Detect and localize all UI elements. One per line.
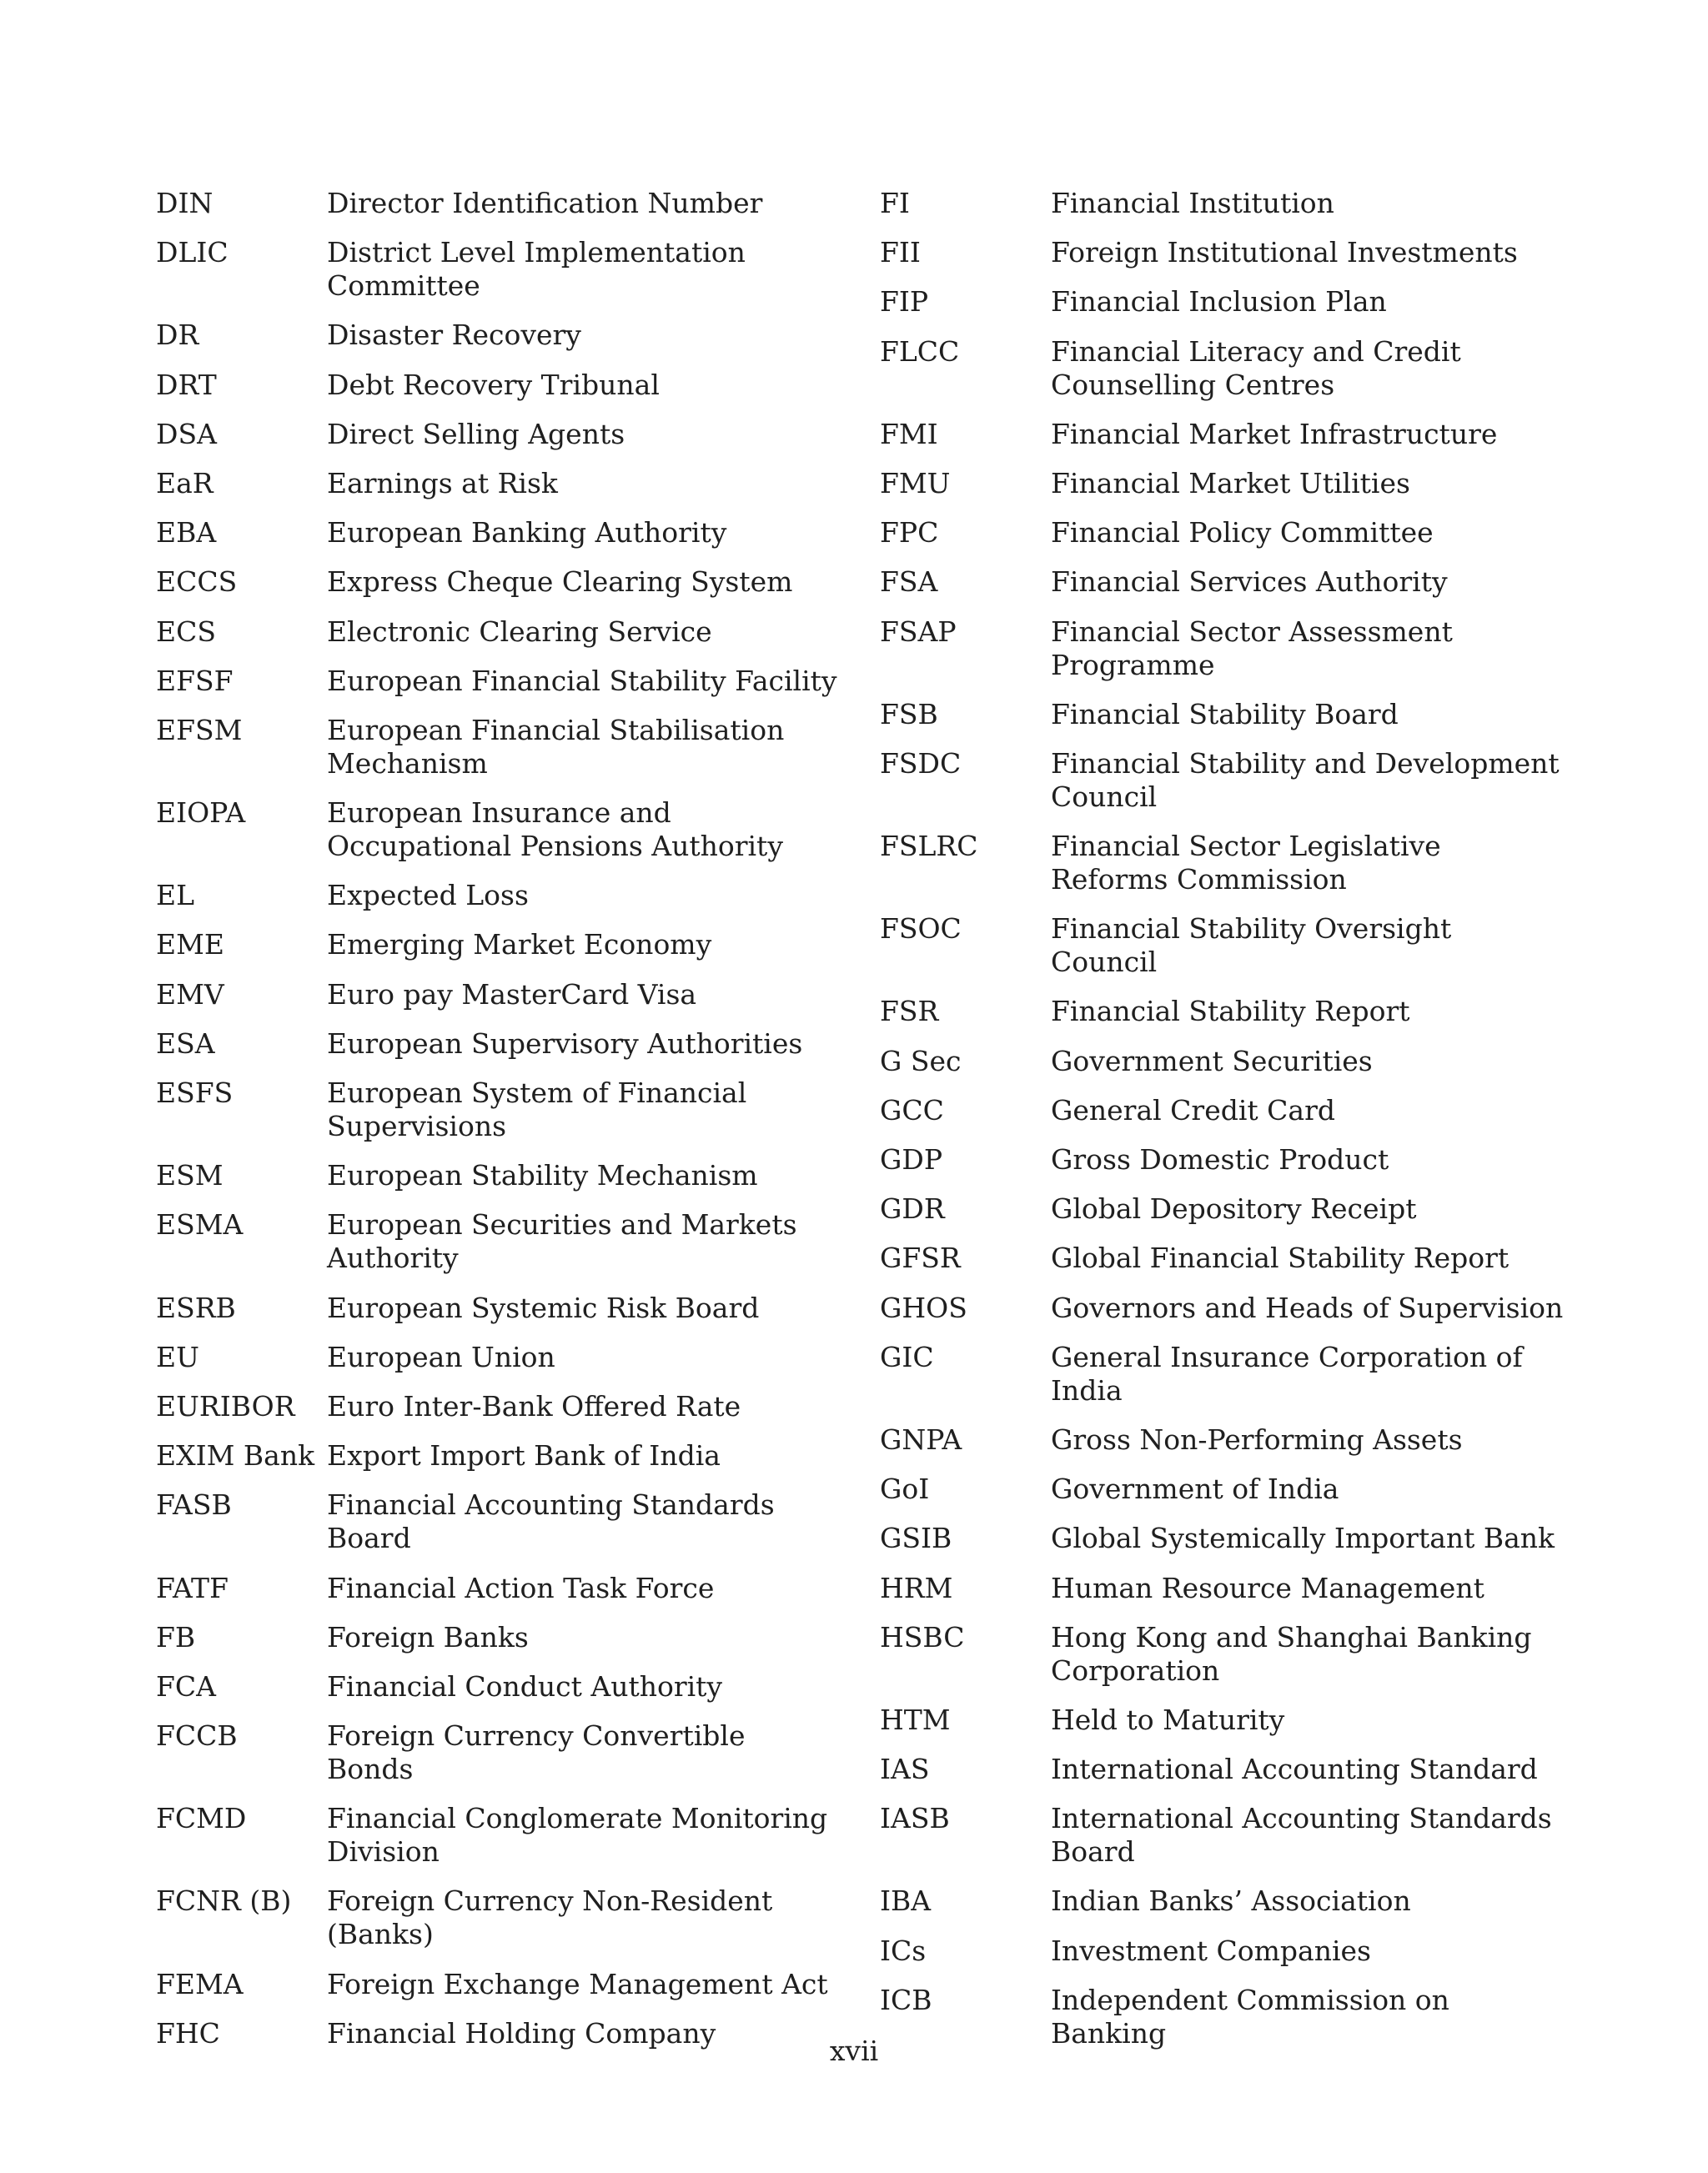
abbreviation-entry <box>156 615 840 649</box>
abbreviation-entry <box>880 335 1564 402</box>
abbreviation-entry <box>880 1704 1564 1737</box>
abbreviation-definition: Earnings at Risk <box>327 466 558 499</box>
abbreviation-definition: Government Securities <box>1051 1044 1373 1077</box>
abbreviation-term: EBA <box>156 516 217 550</box>
abbreviation-term: ICB <box>880 1983 932 2016</box>
abbreviation-term: FB <box>156 1620 196 1654</box>
abbreviation-term: ESA <box>156 1026 215 1060</box>
abbreviation-term: GNPA <box>880 1423 962 1456</box>
abbreviation-definition: Financial Institution <box>1051 187 1334 219</box>
abbreviation-term: FII <box>880 236 921 269</box>
abbreviation-entry <box>156 796 840 863</box>
abbreviation-definition: Financial Stability and Development Council <box>1051 746 1560 813</box>
abbreviation-term: GCC <box>880 1093 944 1127</box>
abbreviation-term: FIP <box>880 285 929 319</box>
abbreviation-term: EU <box>156 1340 199 1373</box>
abbreviation-definition: General Insurance Corporation of India <box>1051 1340 1523 1407</box>
abbreviation-entry <box>880 285 1564 319</box>
abbreviation-entry <box>880 1802 1564 1869</box>
page-number: xvii <box>829 2035 879 2067</box>
abbreviation-entry <box>156 1027 840 1061</box>
abbreviation-definition: Financial Services Authority <box>1051 565 1448 599</box>
abbreviation-term: HSBC <box>880 1620 965 1654</box>
abbreviation-definition: Investment Companies <box>1051 1934 1371 1967</box>
abbreviation-definition: Euro Inter-Bank Offered Rate <box>327 1389 741 1423</box>
abbreviation-definition: Financial Stability Report <box>1051 995 1410 1028</box>
abbreviation-entry <box>156 418 840 451</box>
abbreviation-term: GDP <box>880 1143 943 1176</box>
abbreviation-entry <box>156 1341 840 1374</box>
abbreviation-term: GoI <box>880 1473 930 1506</box>
abbreviation-entry <box>156 1670 840 1704</box>
abbreviation-term: GDR <box>880 1192 945 1226</box>
abbreviation-term: G Sec <box>880 1044 962 1077</box>
abbreviation-definition: Financial Action Task Force <box>327 1571 715 1604</box>
abbreviation-definition: Financial Market Infrastructure <box>1051 417 1498 450</box>
abbreviation-entry <box>880 516 1564 550</box>
abbreviation-entry <box>156 1208 840 1275</box>
abbreviation-entry <box>880 1884 1564 1918</box>
abbreviation-definition: Governors and Heads of Supervision <box>1051 1291 1564 1324</box>
abbreviation-term: EFSM <box>156 713 243 746</box>
abbreviation-definition: Financial Accounting Standards Board <box>327 1488 775 1555</box>
abbreviation-definition: Financial Stability Board <box>1051 697 1399 730</box>
abbreviation-entry <box>156 1439 840 1473</box>
abbreviation-entry <box>156 978 840 1011</box>
abbreviation-entry <box>156 879 840 912</box>
abbreviation-term: DRT <box>156 368 217 401</box>
abbreviation-entry <box>156 1076 840 1143</box>
abbreviation-definition: International Accounting Standard <box>1051 1753 1538 1786</box>
abbreviation-entry <box>880 912 1564 979</box>
abbreviation-definition: Global Systemically Important Bank <box>1051 1522 1555 1555</box>
abbreviation-term: FPC <box>880 516 939 550</box>
abbreviation-definition: European System of Financial Supervisions <box>327 1076 747 1142</box>
abbreviation-entry <box>880 615 1564 682</box>
abbreviation-definition: Disaster Recovery <box>327 319 581 352</box>
abbreviation-entry <box>156 1968 840 2001</box>
abbreviation-entry <box>156 1719 840 1786</box>
abbreviation-term: ESMA <box>156 1208 244 1242</box>
abbreviation-definition: Financial Holding Company <box>327 2016 716 2050</box>
abbreviation-term: GSIB <box>880 1522 952 1555</box>
abbreviations-left-column <box>156 187 840 2066</box>
abbreviation-entry <box>156 467 840 500</box>
abbreviation-entry <box>880 698 1564 731</box>
abbreviation-entry <box>880 1094 1564 1127</box>
abbreviation-definition: Financial Policy Committee <box>1051 516 1434 550</box>
abbreviation-definition: Foreign Currency Non-Resident (Banks) <box>327 1884 773 1951</box>
abbreviation-term: EIOPA <box>156 796 246 830</box>
abbreviation-entry <box>880 1143 1564 1177</box>
abbreviation-definition: Director Identification Number <box>327 187 763 219</box>
abbreviation-definition: European Securities and Markets Authority <box>327 1208 797 1275</box>
abbreviation-term: DIN <box>156 187 214 219</box>
abbreviation-definition: General Credit Card <box>1051 1093 1335 1127</box>
abbreviation-term: FHC <box>156 2016 220 2050</box>
abbreviation-term: GHOS <box>880 1291 967 1324</box>
abbreviation-term: GFSR <box>880 1242 961 1275</box>
abbreviation-term: ECS <box>156 615 216 648</box>
abbreviation-definition: Emerging Market Economy <box>327 928 712 961</box>
abbreviation-term: FSOC <box>880 912 962 946</box>
abbreviation-term: EME <box>156 928 224 961</box>
abbreviation-entry <box>880 1935 1564 1968</box>
abbreviation-entry <box>880 236 1564 269</box>
abbreviation-definition: Express Cheque Clearing System <box>327 565 793 599</box>
abbreviation-term: FCNR (B) <box>156 1884 292 1918</box>
abbreviation-entry <box>880 1753 1564 1786</box>
abbreviation-term: FSDC <box>880 746 962 780</box>
abbreviation-definition: Financial Market Utilities <box>1051 466 1410 499</box>
abbreviation-definition: Expected Loss <box>327 879 529 912</box>
abbreviation-term: EFSF <box>156 664 234 697</box>
abbreviation-entry <box>880 1242 1564 1275</box>
abbreviation-term: FMU <box>880 466 951 499</box>
abbreviation-term: FSAP <box>880 615 957 648</box>
abbreviation-definition: Foreign Exchange Management Act <box>327 1967 828 2000</box>
abbreviation-term: FCMD <box>156 1802 247 1835</box>
abbreviation-term: IAS <box>880 1753 930 1786</box>
abbreviation-term: FSLRC <box>880 830 978 863</box>
abbreviation-term: FCA <box>156 1669 216 1703</box>
abbreviation-entry <box>156 1488 840 1555</box>
abbreviation-definition: European Insurance and Occupational Pensions Authority <box>327 796 783 863</box>
abbreviation-entry <box>156 1292 840 1325</box>
abbreviation-entry <box>156 187 840 220</box>
abbreviation-definition: European Stability Mechanism <box>327 1159 758 1192</box>
abbreviation-definition: Independent Commission on Banking <box>1051 1983 1449 2050</box>
abbreviation-entry <box>880 1192 1564 1226</box>
abbreviation-definition: Debt Recovery Tribunal <box>327 368 660 401</box>
abbreviation-term: FI <box>880 187 910 219</box>
abbreviation-definition: European Financial Stability Facility <box>327 664 837 697</box>
abbreviation-term: EURIBOR <box>156 1389 295 1423</box>
abbreviation-entry <box>880 1423 1564 1457</box>
abbreviation-definition: Foreign Institutional Investments <box>1051 236 1518 269</box>
abbreviation-definition: District Level Implementation Committee <box>327 236 746 303</box>
abbreviation-entry <box>156 1572 840 1605</box>
abbreviation-term: EL <box>156 879 195 912</box>
abbreviation-entry <box>156 665 840 698</box>
abbreviation-definition: Indian Banks’ Association <box>1051 1884 1411 1918</box>
abbreviation-definition: Foreign Banks <box>327 1620 529 1654</box>
abbreviation-entry <box>880 1045 1564 1078</box>
abbreviation-entry <box>880 747 1564 814</box>
abbreviation-entry <box>156 1621 840 1654</box>
abbreviation-entry <box>880 1473 1564 1506</box>
abbreviation-definition: Financial Conglomerate Monitoring Division <box>327 1802 828 1869</box>
abbreviation-definition: International Accounting Standards Board <box>1051 1802 1552 1869</box>
abbreviation-definition: Global Financial Stability Report <box>1051 1242 1510 1275</box>
abbreviation-definition: European Union <box>327 1340 555 1373</box>
abbreviation-definition: Financial Sector Legislative Reforms Commission <box>1051 830 1441 896</box>
abbreviation-term: IASB <box>880 1802 950 1835</box>
abbreviation-term: FASB <box>156 1488 232 1522</box>
abbreviation-term: FLCC <box>880 334 960 368</box>
abbreviation-term: IBA <box>880 1884 932 1918</box>
abbreviation-term: FSR <box>880 995 939 1028</box>
abbreviation-term: FSA <box>880 565 938 599</box>
abbreviation-definition: Held to Maturity <box>1051 1703 1285 1736</box>
abbreviation-entry <box>880 565 1564 599</box>
abbreviation-entry <box>880 1621 1564 1688</box>
abbreviation-term: EMV <box>156 977 224 1011</box>
abbreviation-term: GIC <box>880 1340 934 1373</box>
abbreviation-term: FSB <box>880 697 938 730</box>
abbreviations-right-column <box>880 187 1564 2066</box>
abbreviation-entry <box>880 1572 1564 1605</box>
abbreviation-entry <box>880 995 1564 1028</box>
abbreviation-definition: Direct Selling Agents <box>327 417 625 450</box>
abbreviation-definition: Foreign Currency Convertible Bonds <box>327 1719 746 1786</box>
abbreviation-definition: Financial Stability Oversight Council <box>1051 912 1452 979</box>
abbreviation-definition: Export Import Bank of India <box>327 1439 721 1473</box>
abbreviation-entry <box>880 830 1564 896</box>
abbreviation-entry <box>880 418 1564 451</box>
abbreviation-definition: European Financial Stabilisation Mechanism <box>327 713 785 780</box>
abbreviation-definition: Gross Non-Performing Assets <box>1051 1423 1463 1456</box>
abbreviation-term: DSA <box>156 417 217 450</box>
abbreviation-entry <box>880 187 1564 220</box>
abbreviation-term: FEMA <box>156 1967 244 2000</box>
abbreviation-term: FATF <box>156 1571 229 1604</box>
abbreviation-term: FCCB <box>156 1719 238 1753</box>
abbreviation-definition: Financial Literacy and Credit Counselling Centres <box>1051 334 1461 401</box>
abbreviation-entry <box>156 1390 840 1423</box>
abbreviation-entry <box>156 1884 840 1951</box>
abbreviation-term: FMI <box>880 417 938 450</box>
abbreviation-entry <box>156 319 840 352</box>
abbreviation-definition: Government of India <box>1051 1473 1339 1506</box>
abbreviation-entry <box>156 928 840 961</box>
abbreviation-definition: European Supervisory Authorities <box>327 1026 803 1060</box>
abbreviation-term: DLIC <box>156 236 229 269</box>
abbreviation-entry <box>156 1802 840 1869</box>
abbreviation-definition: Gross Domestic Product <box>1051 1143 1389 1176</box>
abbreviation-definition: Financial Conduct Authority <box>327 1669 723 1703</box>
abbreviation-definition: European Banking Authority <box>327 516 727 550</box>
abbreviation-definition: Financial Sector Assessment Programme <box>1051 615 1453 681</box>
abbreviation-entry <box>156 714 840 780</box>
abbreviation-term: HTM <box>880 1703 951 1736</box>
abbreviation-entry <box>880 1292 1564 1325</box>
abbreviation-definition: Human Resource Management <box>1051 1571 1484 1604</box>
abbreviation-entry <box>156 236 840 303</box>
abbreviation-entry <box>156 516 840 550</box>
abbreviation-definition: Global Depository Receipt <box>1051 1192 1417 1226</box>
abbreviation-term: ESFS <box>156 1076 234 1109</box>
abbreviation-entry <box>156 1159 840 1192</box>
abbreviation-definition: Electronic Clearing Service <box>327 615 712 648</box>
abbreviation-term: DR <box>156 319 199 352</box>
abbreviation-definition: European Systemic Risk Board <box>327 1291 760 1324</box>
abbreviation-term: EXIM Bank <box>156 1439 315 1473</box>
abbreviation-term: ESM <box>156 1159 224 1192</box>
abbreviation-definition: Financial Inclusion Plan <box>1051 285 1387 319</box>
abbreviation-term: HRM <box>880 1571 953 1604</box>
abbreviation-entry <box>156 565 840 599</box>
abbreviation-definition: Hong Kong and Shanghai Banking Corporation <box>1051 1620 1532 1687</box>
abbreviation-term: ICs <box>880 1934 927 1967</box>
abbreviation-term: ECCS <box>156 565 238 599</box>
abbreviation-definition: Euro pay MasterCard Visa <box>327 977 697 1011</box>
abbreviation-entry <box>156 369 840 402</box>
abbreviation-entry <box>880 467 1564 500</box>
abbreviation-entry <box>880 1522 1564 1555</box>
abbreviation-term: ESRB <box>156 1291 236 1324</box>
abbreviation-entry <box>880 1341 1564 1408</box>
abbreviation-term: EaR <box>156 466 214 499</box>
